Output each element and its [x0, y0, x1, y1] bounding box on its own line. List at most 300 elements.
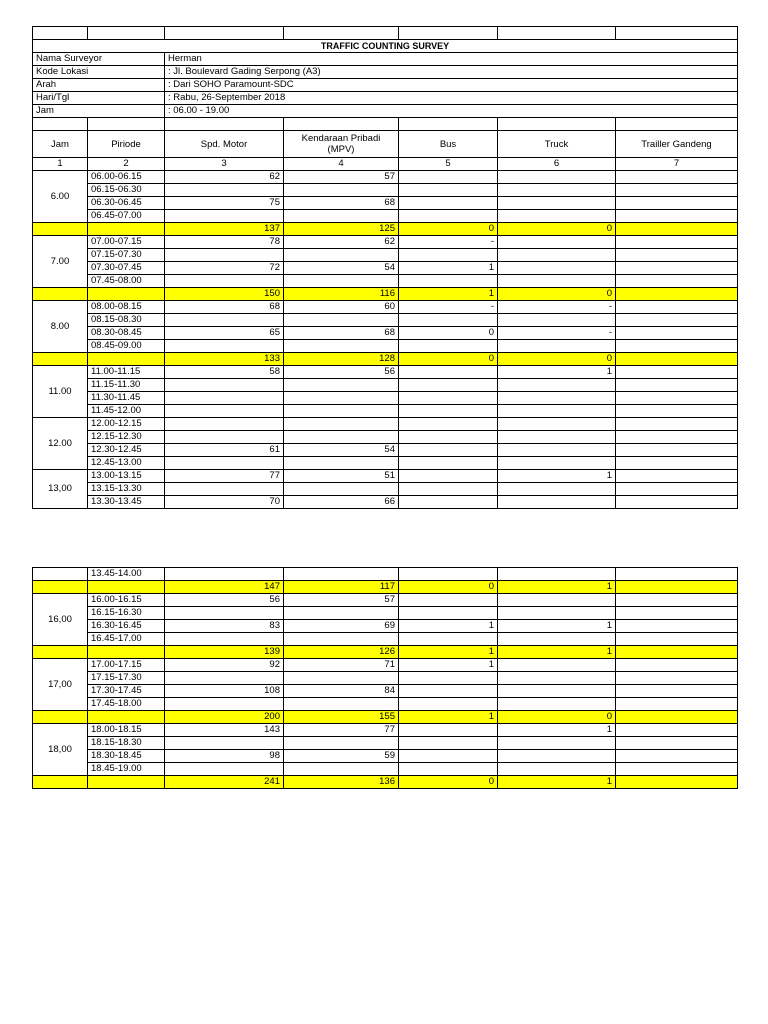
bus-count-cell — [399, 470, 498, 483]
mpv-count-cell: 57 — [284, 594, 399, 607]
mpv-count-cell — [284, 275, 399, 288]
motor-count-cell — [165, 607, 284, 620]
bus-count-cell — [399, 249, 498, 262]
info-row — [33, 53, 738, 66]
table-row — [33, 620, 738, 633]
table-row — [33, 171, 738, 184]
trailer-count-cell — [616, 262, 738, 275]
period-cell: 12.00-12.15 — [88, 418, 165, 431]
bus-count-cell — [399, 496, 498, 509]
subtotal-bus: 0 — [399, 223, 498, 236]
period-cell: 06.15-06.30 — [88, 184, 165, 197]
col-header-bus: Bus — [399, 131, 498, 158]
motor-count-cell — [165, 405, 284, 418]
bus-count-cell — [399, 171, 498, 184]
table-row — [33, 418, 738, 431]
motor-count-cell — [165, 418, 284, 431]
col-header-mpv: Kendaraan Pribadi (MPV) — [284, 131, 399, 158]
mpv-count-cell — [284, 405, 399, 418]
col-number: 7 — [616, 158, 738, 171]
subtotal-motor: 150 — [165, 288, 284, 301]
motor-count-cell — [165, 672, 284, 685]
bus-count-cell — [399, 594, 498, 607]
period-cell: 11.45-12.00 — [88, 405, 165, 418]
trailer-count-cell — [616, 171, 738, 184]
period-cell: 18.00-18.15 — [88, 724, 165, 737]
mpv-count-cell — [284, 418, 399, 431]
mpv-count-cell: 68 — [284, 197, 399, 210]
period-cell: 08.15-08.30 — [88, 314, 165, 327]
trailer-count-cell — [616, 724, 738, 737]
info-value: : Rabu, 26-September 2018 — [165, 92, 738, 105]
table-row — [33, 405, 738, 418]
table-row — [33, 379, 738, 392]
col-number: 3 — [165, 158, 284, 171]
truck-count-cell — [498, 750, 616, 763]
motor-count-cell — [165, 249, 284, 262]
col-header-periode: Piriode — [88, 131, 165, 158]
truck-count-cell — [498, 405, 616, 418]
subtotal-row — [33, 776, 738, 789]
table-row — [33, 340, 738, 353]
period-cell: 07.30-07.45 — [88, 262, 165, 275]
col-number: 2 — [88, 158, 165, 171]
mpv-count-cell: 84 — [284, 685, 399, 698]
subtotal-mpv: 136 — [284, 776, 399, 789]
bus-count-cell: 0 — [399, 327, 498, 340]
motor-count-cell — [165, 379, 284, 392]
mpv-count-cell — [284, 483, 399, 496]
trailer-count-cell — [616, 633, 738, 646]
truck-count-cell — [498, 340, 616, 353]
col-number: 1 — [33, 158, 88, 171]
table-row — [33, 197, 738, 210]
truck-count-cell — [498, 314, 616, 327]
subtotal-blank — [33, 288, 88, 301]
truck-count-cell — [498, 685, 616, 698]
bus-count-cell — [399, 568, 498, 581]
col-header-truck: Truck — [498, 131, 616, 158]
period-cell: 13.15-13.30 — [88, 483, 165, 496]
subtotal-trailer — [616, 581, 738, 594]
survey-title: TRAFFIC COUNTING SURVEY — [33, 40, 738, 53]
table-row — [33, 301, 738, 314]
truck-count-cell — [498, 496, 616, 509]
trailer-count-cell — [616, 405, 738, 418]
trailer-count-cell — [616, 483, 738, 496]
info-label: Arah — [33, 79, 165, 92]
mpv-count-cell — [284, 633, 399, 646]
bus-count-cell: 1 — [399, 659, 498, 672]
bus-count-cell — [399, 672, 498, 685]
motor-count-cell — [165, 568, 284, 581]
subtotal-truck: 1 — [498, 581, 616, 594]
bus-count-cell — [399, 607, 498, 620]
period-cell: 08.00-08.15 — [88, 301, 165, 314]
motor-count-cell: 78 — [165, 236, 284, 249]
bus-count-cell — [399, 724, 498, 737]
col-header-jam: Jam — [33, 131, 88, 158]
trailer-count-cell — [616, 568, 738, 581]
trailer-count-cell — [616, 184, 738, 197]
motor-count-cell: 98 — [165, 750, 284, 763]
table-row — [33, 659, 738, 672]
mpv-count-cell — [284, 431, 399, 444]
period-cell: 07.15-07.30 — [88, 249, 165, 262]
truck-count-cell: 1 — [498, 620, 616, 633]
subtotal-mpv: 116 — [284, 288, 399, 301]
trailer-count-cell — [616, 418, 738, 431]
period-cell: 16.00-16.15 — [88, 594, 165, 607]
truck-count-cell — [498, 698, 616, 711]
subtotal-motor: 241 — [165, 776, 284, 789]
trailer-count-cell — [616, 301, 738, 314]
mpv-count-cell: 62 — [284, 236, 399, 249]
subtotal-trailer — [616, 353, 738, 366]
bus-count-cell — [399, 184, 498, 197]
subtotal-mpv: 126 — [284, 646, 399, 659]
info-value: : Jl. Boulevard Gading Serpong (A3) — [165, 66, 738, 79]
mpv-count-cell — [284, 340, 399, 353]
trailer-count-cell — [616, 275, 738, 288]
mpv-count-cell: 68 — [284, 327, 399, 340]
mpv-count-cell: 60 — [284, 301, 399, 314]
period-cell: 18.15-18.30 — [88, 737, 165, 750]
subtotal-trailer — [616, 776, 738, 789]
mpv-count-cell — [284, 737, 399, 750]
trailer-count-cell — [616, 327, 738, 340]
truck-count-cell — [498, 672, 616, 685]
info-label: Nama Surveyor — [33, 53, 165, 66]
table-row — [33, 236, 738, 249]
trailer-count-cell — [616, 594, 738, 607]
subtotal-blank — [33, 776, 88, 789]
trailer-count-cell — [616, 685, 738, 698]
motor-count-cell — [165, 431, 284, 444]
table-row — [33, 366, 738, 379]
trailer-count-cell — [616, 750, 738, 763]
subtotal-mpv: 128 — [284, 353, 399, 366]
truck-count-cell — [498, 184, 616, 197]
mpv-count-cell — [284, 392, 399, 405]
period-cell: 06.45-07.00 — [88, 210, 165, 223]
subtotal-motor: 139 — [165, 646, 284, 659]
bus-count-cell — [399, 379, 498, 392]
truck-count-cell — [498, 737, 616, 750]
period-cell: 12.15-12.30 — [88, 431, 165, 444]
trailer-count-cell — [616, 379, 738, 392]
trailer-count-cell — [616, 737, 738, 750]
subtotal-trailer — [616, 288, 738, 301]
motor-count-cell — [165, 737, 284, 750]
mpv-count-cell — [284, 698, 399, 711]
mpv-count-cell: 66 — [284, 496, 399, 509]
table-row — [33, 444, 738, 457]
bus-count-cell — [399, 457, 498, 470]
motor-count-cell — [165, 210, 284, 223]
subtotal-mpv: 155 — [284, 711, 399, 724]
truck-count-cell — [498, 262, 616, 275]
truck-count-cell — [498, 210, 616, 223]
table-row — [33, 327, 738, 340]
truck-count-cell — [498, 763, 616, 776]
subtotal-truck: 0 — [498, 223, 616, 236]
table-row — [33, 724, 738, 737]
info-label: Jam — [33, 105, 165, 118]
trailer-count-cell — [616, 496, 738, 509]
hour-cell: 12.00 — [33, 418, 88, 470]
trailer-count-cell — [616, 607, 738, 620]
mpv-count-cell — [284, 763, 399, 776]
trailer-count-cell — [616, 698, 738, 711]
bus-count-cell — [399, 314, 498, 327]
trailer-count-cell — [616, 236, 738, 249]
motor-count-cell: 75 — [165, 197, 284, 210]
motor-count-cell — [165, 392, 284, 405]
col-number: 5 — [399, 158, 498, 171]
trailer-count-cell — [616, 659, 738, 672]
motor-count-cell: 83 — [165, 620, 284, 633]
bus-count-cell — [399, 685, 498, 698]
hour-cell — [33, 568, 88, 581]
subtotal-truck: 1 — [498, 646, 616, 659]
subtotal-blank — [88, 288, 165, 301]
mpv-count-cell: 71 — [284, 659, 399, 672]
subtotal-motor: 147 — [165, 581, 284, 594]
subtotal-bus: 0 — [399, 776, 498, 789]
table-row — [33, 685, 738, 698]
truck-count-cell: - — [498, 327, 616, 340]
bus-count-cell — [399, 366, 498, 379]
truck-count-cell — [498, 633, 616, 646]
subtotal-motor: 137 — [165, 223, 284, 236]
mpv-count-cell — [284, 379, 399, 392]
hour-cell: 8.00 — [33, 301, 88, 353]
bus-count-cell — [399, 431, 498, 444]
period-cell: 17.30-17.45 — [88, 685, 165, 698]
truck-count-cell — [498, 444, 616, 457]
mpv-count-cell: 59 — [284, 750, 399, 763]
period-cell: 07.00-07.15 — [88, 236, 165, 249]
motor-count-cell: 143 — [165, 724, 284, 737]
subtotal-row — [33, 288, 738, 301]
blank-row — [33, 27, 738, 40]
table-row — [33, 750, 738, 763]
bus-count-cell: - — [399, 236, 498, 249]
period-cell: 12.30-12.45 — [88, 444, 165, 457]
subtotal-blank — [88, 646, 165, 659]
subtotal-blank — [88, 776, 165, 789]
table-row — [33, 737, 738, 750]
subtotal-row — [33, 223, 738, 236]
trailer-count-cell — [616, 470, 738, 483]
motor-count-cell: 108 — [165, 685, 284, 698]
period-cell: 18.45-19.00 — [88, 763, 165, 776]
table-row — [33, 483, 738, 496]
truck-count-cell: 1 — [498, 366, 616, 379]
period-cell: 11.15-11.30 — [88, 379, 165, 392]
truck-count-cell — [498, 171, 616, 184]
trailer-count-cell — [616, 314, 738, 327]
truck-count-cell — [498, 379, 616, 392]
table-row — [33, 249, 738, 262]
bus-count-cell — [399, 737, 498, 750]
motor-count-cell: 72 — [165, 262, 284, 275]
table-row — [33, 392, 738, 405]
hour-cell: 17,00 — [33, 659, 88, 711]
mpv-count-cell — [284, 672, 399, 685]
col-number: 4 — [284, 158, 399, 171]
mpv-count-cell — [284, 314, 399, 327]
table-row — [33, 457, 738, 470]
survey-table-page-2 — [32, 567, 738, 789]
bus-count-cell — [399, 340, 498, 353]
motor-count-cell — [165, 340, 284, 353]
motor-count-cell: 65 — [165, 327, 284, 340]
mpv-count-cell: 51 — [284, 470, 399, 483]
trailer-count-cell — [616, 444, 738, 457]
subtotal-bus: 1 — [399, 288, 498, 301]
period-cell: 08.30-08.45 — [88, 327, 165, 340]
trailer-count-cell — [616, 672, 738, 685]
subtotal-row — [33, 353, 738, 366]
table-row — [33, 275, 738, 288]
subtotal-truck: 0 — [498, 288, 616, 301]
mpv-count-cell — [284, 249, 399, 262]
bus-count-cell — [399, 763, 498, 776]
period-cell: 13.00-13.15 — [88, 470, 165, 483]
period-cell: 16.15-16.30 — [88, 607, 165, 620]
motor-count-cell: 56 — [165, 594, 284, 607]
truck-count-cell — [498, 607, 616, 620]
bus-count-cell — [399, 633, 498, 646]
truck-count-cell: 1 — [498, 470, 616, 483]
table-row — [33, 262, 738, 275]
subtotal-motor: 200 — [165, 711, 284, 724]
period-cell: 16.30-16.45 — [88, 620, 165, 633]
subtotal-blank — [33, 581, 88, 594]
mpv-count-cell — [284, 457, 399, 470]
truck-count-cell — [498, 483, 616, 496]
bus-count-cell — [399, 392, 498, 405]
subtotal-bus: 1 — [399, 711, 498, 724]
col-header-motor: Spd. Motor — [165, 131, 284, 158]
info-value: : Dari SOHO Paramount-SDC — [165, 79, 738, 92]
bus-count-cell — [399, 418, 498, 431]
table-row — [33, 568, 738, 581]
period-cell: 16.45-17.00 — [88, 633, 165, 646]
survey-table-page-1 — [32, 26, 738, 509]
subtotal-trailer — [616, 646, 738, 659]
bus-count-cell — [399, 750, 498, 763]
period-cell: 17.00-17.15 — [88, 659, 165, 672]
subtotal-truck: 0 — [498, 353, 616, 366]
truck-count-cell — [498, 457, 616, 470]
truck-count-cell — [498, 659, 616, 672]
subtotal-row — [33, 646, 738, 659]
bus-count-cell — [399, 275, 498, 288]
motor-count-cell — [165, 483, 284, 496]
info-label: Kode Lokasi — [33, 66, 165, 79]
truck-count-cell — [498, 418, 616, 431]
info-value: Herman — [165, 53, 738, 66]
bus-count-cell — [399, 405, 498, 418]
subtotal-bus: 1 — [399, 646, 498, 659]
period-cell: 11.00-11.15 — [88, 366, 165, 379]
bus-count-cell: 1 — [399, 620, 498, 633]
period-cell: 07.45-08.00 — [88, 275, 165, 288]
period-cell: 06.00-06.15 — [88, 171, 165, 184]
period-cell: 17.15-17.30 — [88, 672, 165, 685]
period-cell: 17.45-18.00 — [88, 698, 165, 711]
subtotal-blank — [33, 711, 88, 724]
period-cell: 08.45-09.00 — [88, 340, 165, 353]
column-header-row — [33, 131, 738, 158]
blank-row — [33, 118, 738, 131]
subtotal-blank — [88, 581, 165, 594]
mpv-count-cell: 56 — [284, 366, 399, 379]
table-row — [33, 470, 738, 483]
motor-count-cell — [165, 457, 284, 470]
table-row — [33, 607, 738, 620]
motor-count-cell — [165, 184, 284, 197]
trailer-count-cell — [616, 431, 738, 444]
mpv-count-cell: 54 — [284, 262, 399, 275]
trailer-count-cell — [616, 249, 738, 262]
subtotal-truck: 1 — [498, 776, 616, 789]
motor-count-cell: 61 — [165, 444, 284, 457]
table-row — [33, 431, 738, 444]
bus-count-cell — [399, 698, 498, 711]
subtotal-truck: 0 — [498, 711, 616, 724]
truck-count-cell — [498, 568, 616, 581]
hour-cell: 13,00 — [33, 470, 88, 509]
hour-cell: 11.00 — [33, 366, 88, 418]
hour-cell: 6.00 — [33, 171, 88, 223]
subtotal-blank — [33, 223, 88, 236]
motor-count-cell — [165, 633, 284, 646]
motor-count-cell — [165, 275, 284, 288]
mpv-count-cell: 54 — [284, 444, 399, 457]
table-row — [33, 314, 738, 327]
truck-count-cell — [498, 197, 616, 210]
trailer-count-cell — [616, 340, 738, 353]
subtotal-bus: 0 — [399, 353, 498, 366]
subtotal-motor: 133 — [165, 353, 284, 366]
subtotal-row — [33, 581, 738, 594]
info-row — [33, 105, 738, 118]
hour-cell: 16,00 — [33, 594, 88, 646]
period-cell: 18.30-18.45 — [88, 750, 165, 763]
motor-count-cell: 92 — [165, 659, 284, 672]
trailer-count-cell — [616, 392, 738, 405]
table-row — [33, 763, 738, 776]
table-row — [33, 184, 738, 197]
info-value: : 06.00 - 19.00 — [165, 105, 738, 118]
truck-count-cell — [498, 594, 616, 607]
motor-count-cell: 62 — [165, 171, 284, 184]
motor-count-cell: 77 — [165, 470, 284, 483]
subtotal-bus: 0 — [399, 581, 498, 594]
subtotal-trailer — [616, 711, 738, 724]
subtotal-blank — [88, 223, 165, 236]
bus-count-cell: - — [399, 301, 498, 314]
mpv-count-cell — [284, 607, 399, 620]
hour-cell: 7.00 — [33, 236, 88, 288]
subtotal-trailer — [616, 223, 738, 236]
motor-count-cell: 68 — [165, 301, 284, 314]
trailer-count-cell — [616, 197, 738, 210]
